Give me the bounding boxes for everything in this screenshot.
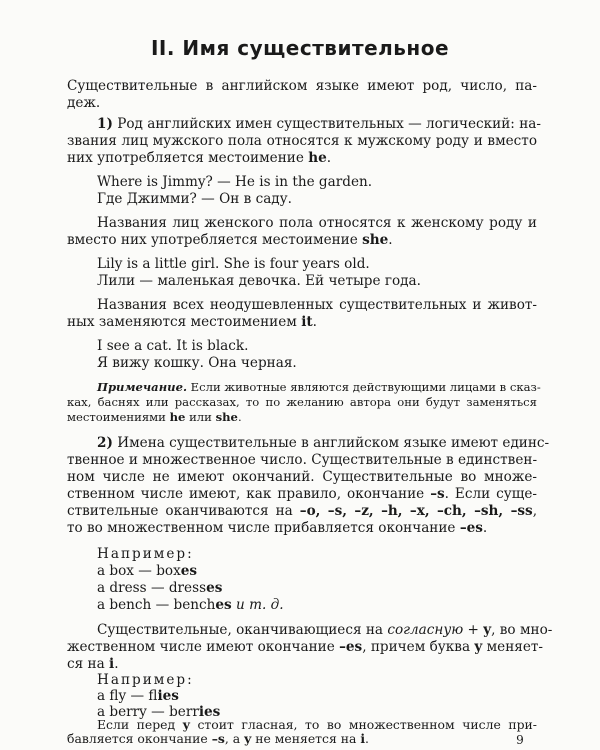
para6-line1: Существительные, оканчивающиеся на согласную + y, во мно-	[97, 622, 553, 638]
para1-line1: Существительные в английском языке имеют род, число, па-	[67, 78, 537, 94]
example5-label: Например:	[97, 672, 194, 688]
item-number: 1)	[97, 116, 113, 132]
example3-russian: Я вижу кошку. Она черная.	[97, 355, 297, 371]
example2-english: Lily is a little girl. She is four years old.	[97, 256, 370, 272]
example5-row2: a berry — berries	[97, 704, 221, 720]
para7-line1: Если перед y стоит гласная, то во множественном числе при-	[97, 717, 537, 732]
para6-line3: ся на i.	[67, 656, 119, 672]
example1-russian: Где Джимми? — Он в саду.	[97, 191, 292, 207]
para4-line2: ных заменяются местоимением it.	[67, 314, 317, 330]
para7-line2: бавляется окончание –s, а y не меняется на i.	[67, 731, 369, 746]
para5-line5: ствительные оканчиваются на –o, –s, –z, –h, –x, –ch, –sh, –ss,	[67, 503, 538, 519]
note-line2: ках, баснях или рассказах, то по желанию автора они будут заменяться	[67, 395, 537, 409]
para6-line2: жественном числе имеют окончание –es, причем буква y меняет-	[67, 639, 544, 655]
para3-line2: вместо них употребляется местоимение she.	[67, 232, 393, 248]
para2-line3: них употребляется местоимение he.	[67, 150, 332, 166]
para4-line1: Названия всех неодушевленных существительных и живот-	[97, 297, 537, 313]
para5-line2: твенное и множественное число. Существительные в единствен-	[67, 452, 538, 468]
para5-line6: то во множественном числе прибавляется окончание –es.	[67, 520, 488, 536]
para5-line1: 2) Имена существительные в английском языке имеют единс-	[97, 435, 550, 451]
example2-russian: Лили — маленькая девочка. Ей четыре года.	[97, 273, 421, 289]
note-line1: Примечание. Если животные являются действующими лицами в сказ-	[97, 380, 541, 394]
section-title: II. Имя существительное	[150, 36, 450, 60]
page-number: 9	[516, 733, 524, 747]
example4-row1: a box — boxes	[97, 563, 198, 579]
note-label: Примечание.	[97, 380, 187, 394]
note-line3: местоимениями he или she.	[67, 410, 242, 424]
example4-label: Например:	[97, 546, 194, 562]
para5-line4: ственном числе имеют, как правило, окончание –s. Если суще-	[67, 486, 538, 502]
example3-english: I see a cat. It is black.	[97, 338, 249, 354]
example4-row3: a bench — benches и т. д.	[97, 597, 284, 613]
para2-line1: 1) Род английских имен существительных — логический: на-	[97, 116, 541, 132]
example4-row2: a dress — dresses	[97, 580, 223, 596]
para1-line2: деж.	[67, 95, 101, 111]
example5-row1: a fly — flies	[97, 688, 179, 704]
item-number: 2)	[97, 435, 113, 451]
para3-line1: Названия лиц женского пола относятся к женскому роду и	[97, 215, 537, 231]
para2-line2: звания лиц мужского пола относятся к мужскому роду и вместо	[67, 133, 537, 149]
example1-english: Where is Jimmy? — He is in the garden.	[97, 174, 373, 190]
para5-line3: ном числе не имеют окончаний. Существительные во множе-	[67, 469, 537, 485]
